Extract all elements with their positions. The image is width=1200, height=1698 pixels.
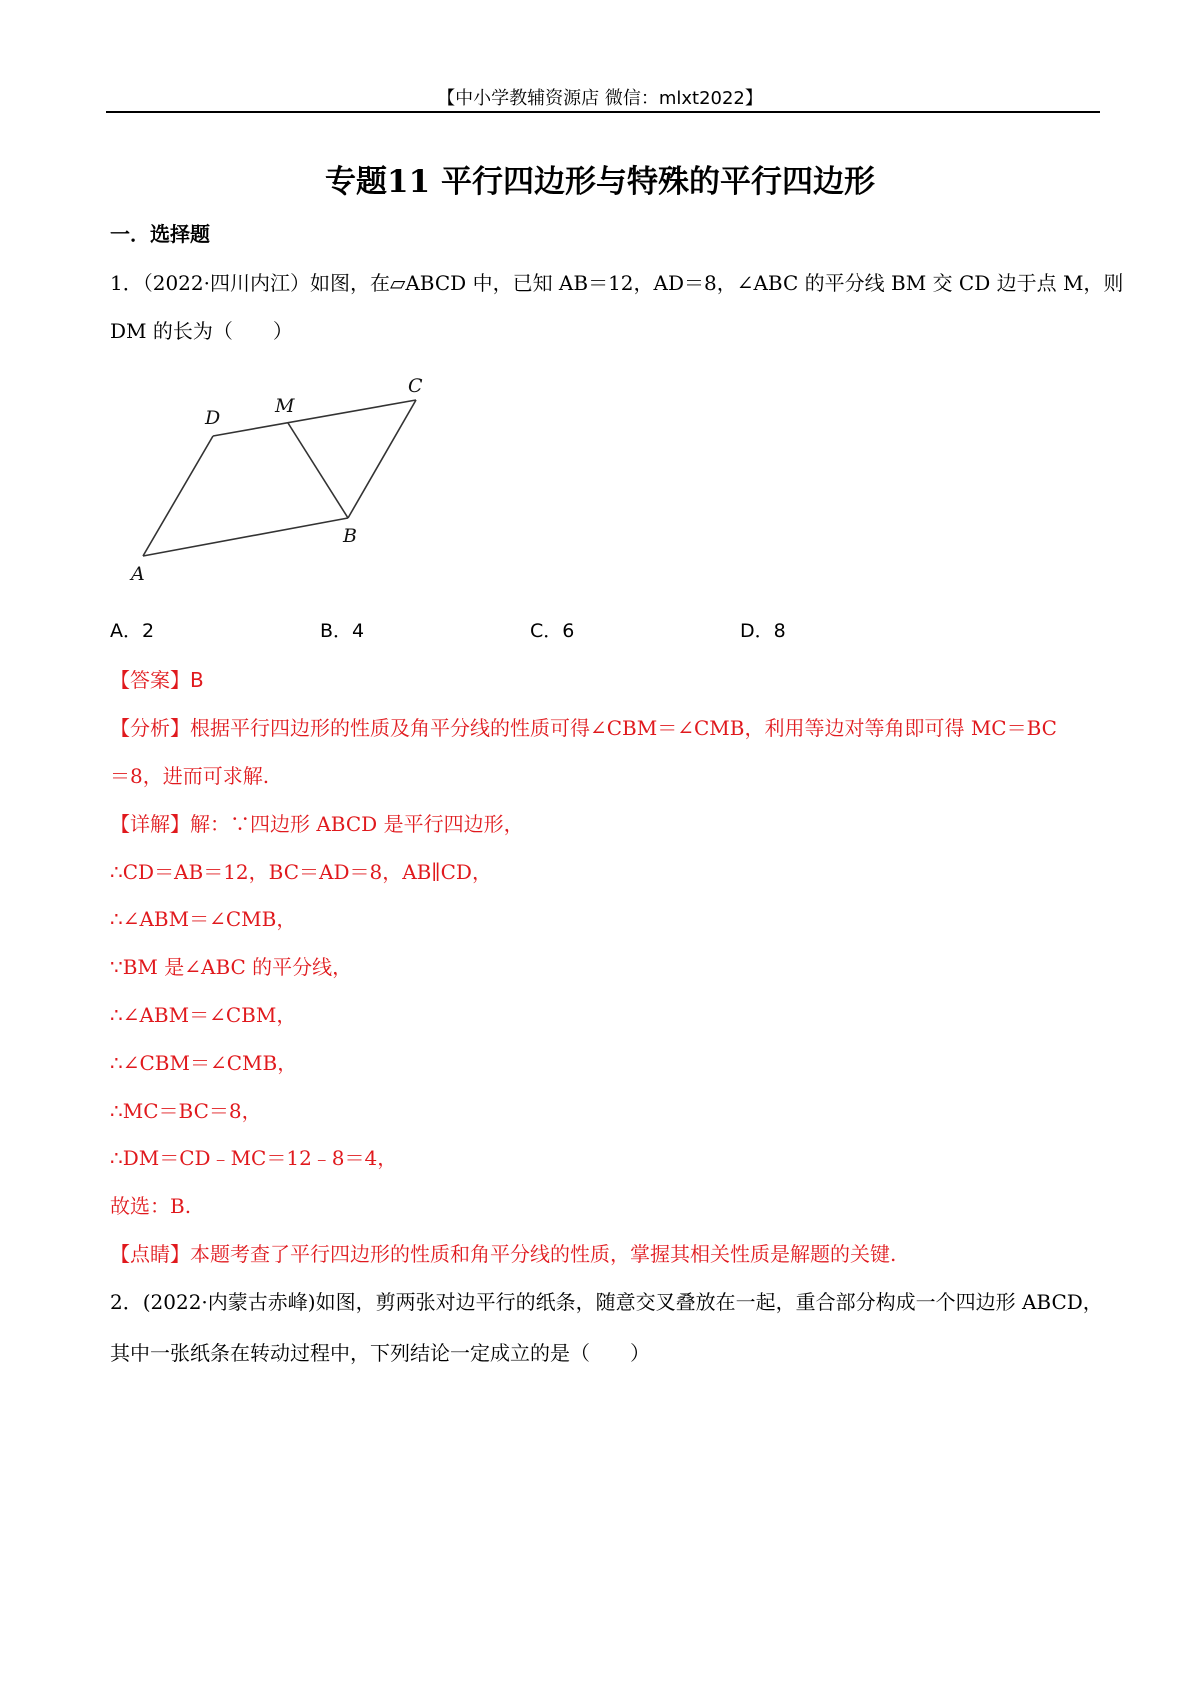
edge-da (143, 436, 213, 556)
segment-bm (288, 423, 348, 518)
q1-stem-line2: DM 的长为（ ） (110, 319, 293, 343)
choice-d: D．8 (740, 620, 786, 642)
detail-line-5: ∴∠ABM＝∠CBM， (110, 1003, 297, 1027)
label-c: C (408, 375, 423, 397)
document-title: 专题11 平行四边形与特殊的平行四边形 (325, 164, 875, 200)
choice-b: B．4 (320, 620, 365, 642)
comment-line (110, 1238, 896, 1267)
answer-tag: 【答案】 (110, 668, 190, 692)
detail-line-4: ∵BM 是∠ABC 的平分线， (110, 955, 353, 979)
comment-tag: 【点睛】 (110, 1242, 190, 1266)
edge-bc (348, 400, 416, 518)
edge-ab (143, 518, 348, 556)
label-m: M (275, 395, 295, 417)
detail-line-6: ∴∠CBM＝∠CMB， (110, 1051, 298, 1075)
label-b: B (343, 525, 357, 547)
detail-tag: 【详解】 (110, 812, 190, 836)
analysis-text: 根据平行四边形的性质及角平分线的性质可得∠CBM＝∠CMB，利用等边对等角即可得 MC＝BC (190, 716, 1057, 740)
detail-line-8: ∴DM＝CD﹣MC＝12﹣8＝4， (110, 1146, 398, 1170)
choice-a: A．2 (110, 620, 155, 642)
detail-text-1: 解：∵四边形 ABCD 是平行四边形， (190, 812, 524, 836)
q1-stem-line1: 1．（2022·四川内江）如图，在▱ABCD 中，已知 AB＝12，AD＝8，∠ABC 的平分线 BM 交 CD 边于点 M，则 (110, 271, 1124, 295)
q2-stem-line2: 其中一张纸条在转动过程中，下列结论一定成立的是（ ） (110, 1341, 650, 1365)
answer-line (110, 664, 204, 693)
comment-text: 本题考查了平行四边形的性质和角平分线的性质，掌握其相关性质是解题的关键. (190, 1242, 897, 1266)
page-header: 【中小学教辅资源店 微信：mlxt2022】 (437, 88, 763, 109)
choice-c: C．6 (530, 620, 575, 642)
analysis-line1 (110, 712, 1057, 741)
q2-stem-line1: 2．(2022·内蒙古赤峰)如图，剪两张对边平行的纸条，随意交叉叠放在一起，重合部分构成一个四边形 ABCD， (110, 1290, 1103, 1314)
detail-line-2: ∴CD＝AB＝12，BC＝AD＝8，AB∥CD， (110, 860, 492, 884)
answer-value: B (190, 668, 204, 692)
label-a: A (131, 563, 145, 585)
analysis-line2: ＝8，进而可求解. (110, 764, 270, 788)
parallelogram-figure (125, 370, 445, 590)
analysis-tag: 【分析】 (110, 716, 190, 740)
label-d: D (205, 407, 221, 429)
edge-cd (213, 400, 416, 436)
detail-line-3: ∴∠ABM＝∠CMB， (110, 907, 297, 931)
section-heading: 一．选择题 (110, 222, 210, 246)
header-rule (106, 111, 1100, 113)
detail-line-1 (110, 808, 524, 837)
detail-line-9: 故选：B. (110, 1194, 192, 1218)
detail-line-7: ∴MC＝BC＝8， (110, 1099, 262, 1123)
